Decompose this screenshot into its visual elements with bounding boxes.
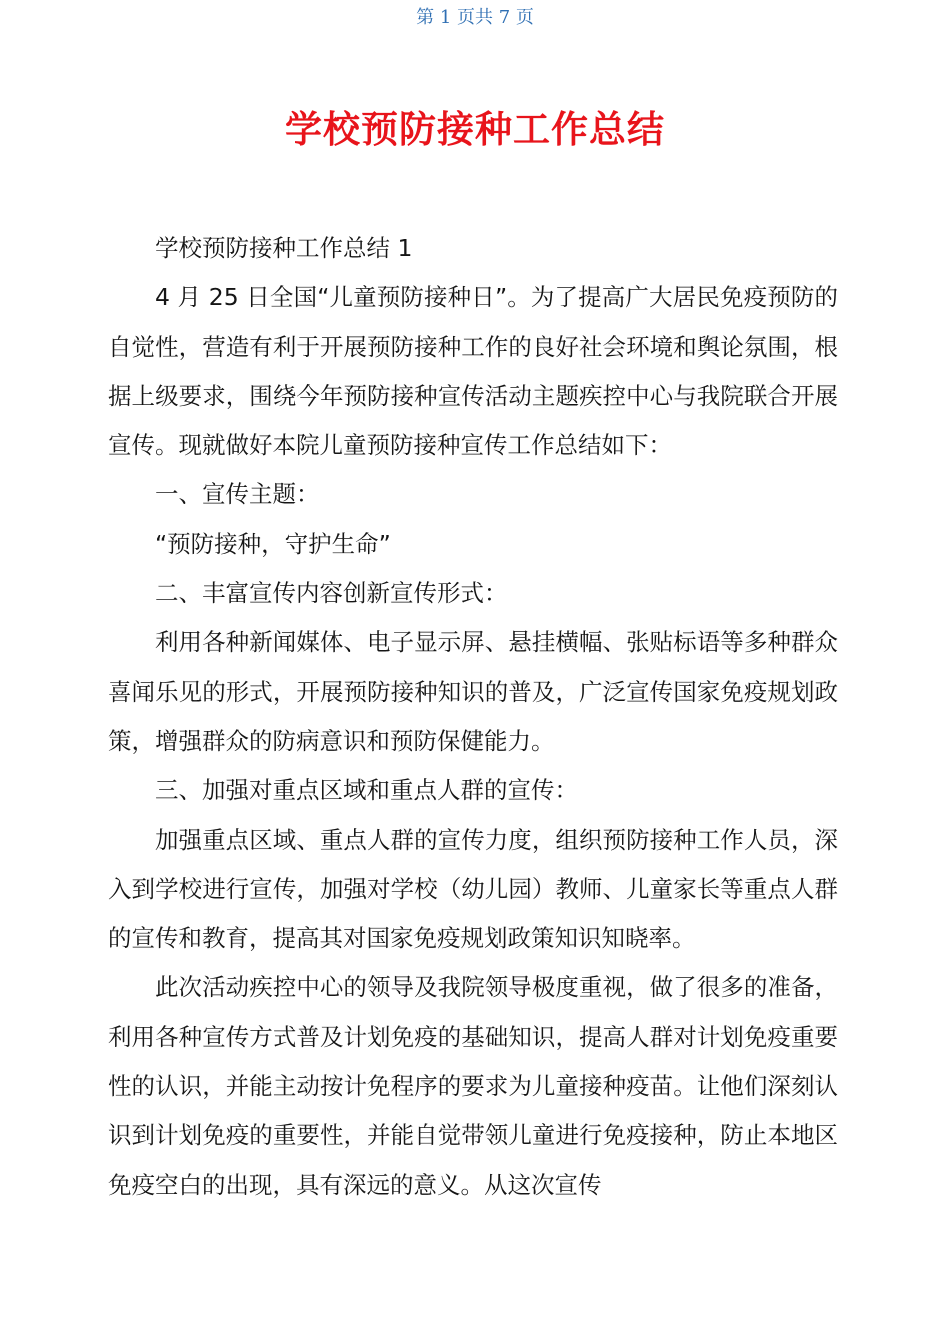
body-paragraph: 此次活动疾控中心的领导及我院领导极度重视，做了很多的准备，利用各种宣传方式普及计划免疫的基础知识，提高人群对计划免疫重要性的认识，并能主动按计免程序的要求为儿童接种疫苗。让他们深刻认识到计划免疫的重要性，并能自觉带领儿童进行免疫接种，防止本地区免疫空白的出现，具有深远的意义。从这次宣传 — [108, 973, 838, 1199]
document-body — [108, 224, 838, 1210]
section-heading: 一、宣传主题： — [155, 480, 320, 509]
section-heading: 二、丰富宣传内容创新宣传形式： — [155, 579, 508, 608]
body-paragraph: 4 月 25 日全国“儿童预防接种日”。为了提高广大居民免疫预防的自觉性，营造有利于开展预防接种工作的良好社会环境和舆论氛围，根据上级要求，围绕今年预防接种宣传活动主题疾控中心与我院联合开展宣传。现就做好本院儿童预防接种宣传工作总结如下： — [108, 283, 838, 460]
document-title: 学校预防接种工作总结 — [285, 108, 665, 151]
section-heading: 学校预防接种工作总结 1 — [155, 234, 413, 262]
slogan: “预防接种，守护生命” — [155, 529, 391, 558]
body-paragraph: 利用各种新闻媒体、电子显示屏、悬挂横幅、张贴标语等多种群众喜闻乐见的形式，开展预防接种知识的普及，广泛宣传国家免疫规划政策，增强群众的防病意识和预防保健能力。 — [108, 628, 838, 755]
page-indicator: 第 1 页共 7 页 — [416, 7, 534, 28]
body-paragraph: 加强重点区域、重点人群的宣传力度，组织预防接种工作人员，深入到学校进行宣传，加强对学校（幼儿园）教师、儿童家长等重点人群的宣传和教育，提高其对国家免疫规划政策知识知晓率。 — [108, 825, 838, 953]
section-heading: 三、加强对重点区域和重点人群的宣传： — [155, 776, 578, 805]
